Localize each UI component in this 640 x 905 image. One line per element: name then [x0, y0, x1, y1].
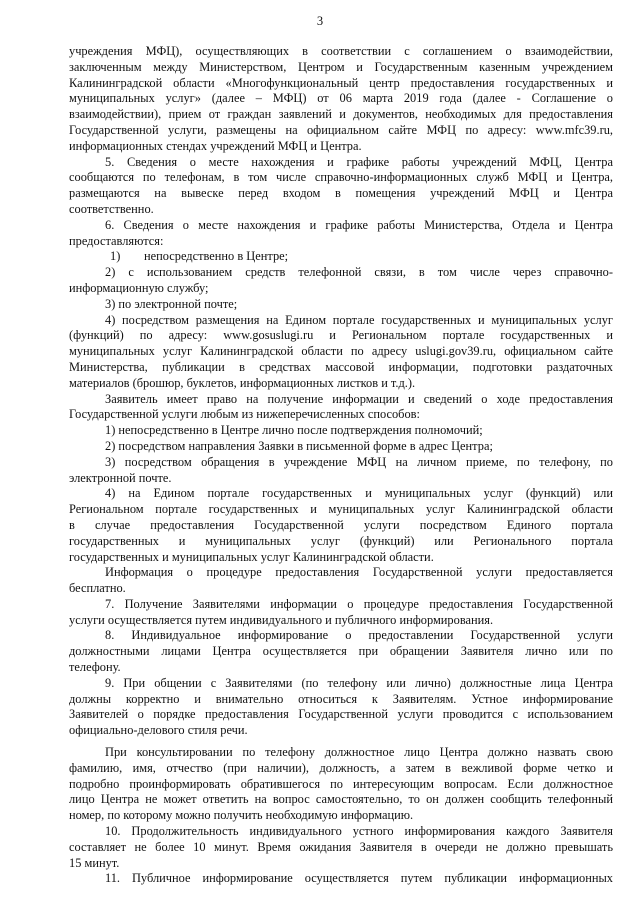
list-number: 1) — [110, 249, 121, 264]
text-line: 6. Сведения о месте нахождения и графике работы Министерства, Отдела и Центра — [105, 217, 613, 232]
text-line: Калининградской области «Многофункциональный центр предоставления государственных и — [69, 75, 613, 90]
text-line: подробно проинформировать обратившегося по интересующим вопросам. Если должностное — [69, 776, 613, 791]
text-line: должны корректно и внимательно относиться к Заявителям. Устное информирование — [69, 691, 613, 706]
text-line: электронной почте. — [69, 470, 172, 485]
page-number: 3 — [316, 14, 324, 28]
text-line: Министерства, публикации в средствах массовой информации, подготовки раздаточных — [69, 359, 613, 374]
text-line: государственных и муниципальных услуг (функций) или Регионального портала — [69, 533, 613, 548]
text-line: услуги осуществляется путем индивидуального и публичного информирования. — [69, 612, 494, 627]
list-item — [69, 249, 613, 265]
text-line: 4) посредством размещения на Едином портале государственных и муниципальных услуг — [105, 312, 613, 327]
text-line: 9. При общении с Заявителями (по телефону или лично) должностные лица Центра — [105, 675, 613, 690]
text-line: Государственной услуги любым из нижеперечисленных способов: — [69, 407, 420, 422]
text-line: взаимодействии), прием от граждан заявлений и документов, необходимых для предоставления — [69, 107, 613, 122]
document-body — [69, 44, 613, 887]
text-line: телефону. — [69, 660, 121, 675]
text-line: в случае предоставления Государственной услуги посредством Единого портала — [69, 517, 613, 532]
text-line: государственных и муниципальных услуг Калининградской области. — [69, 549, 434, 564]
text-line: номер, по которому можно получить необходимую информацию. — [69, 808, 414, 823]
text-line: (функций) по адресу: www.gosuslugi.ru и Региональном портале государственных и — [69, 328, 613, 343]
text-line: 3) по электронной почте; — [105, 296, 238, 311]
text-line: 8. Индивидуальное информирование о предоставлении Государственной услуги — [105, 628, 613, 643]
text-line: 2) с использованием средств телефонной связи, в том числе через справочно- — [105, 265, 613, 280]
text-line: 3) посредством обращения в учреждение МФЦ на личном приеме, по телефону, по — [105, 454, 613, 469]
text-line: 11. Публичное информирование осуществляется путем публикации информационных — [105, 871, 613, 886]
text-line: официально-делового стиля речи. — [69, 723, 248, 738]
text-line: Заявителей о порядке предоставления Государственной услуги проводится с использованием — [69, 707, 613, 722]
text-line: соответственно. — [69, 201, 154, 216]
text-line: должностными лицами Центра осуществляется при обращении Заявителя лично или по — [69, 644, 613, 659]
text-line: бесплатно. — [69, 581, 126, 596]
text-line: Региональном портале государственных и муниципальных услуг Калининградской области — [69, 502, 613, 517]
paragraph-free-of-charge — [69, 565, 613, 597]
paragraph-5 — [69, 155, 613, 218]
list-item-text: непосредственно в Центре; — [144, 249, 289, 264]
text-line: информационную службу; — [69, 280, 209, 295]
text-line: 1) непосредственно в Центре лично после подтверждения полномочий; — [105, 423, 483, 438]
text-line: муниципальных услуг» (далее – МФЦ) от 06 марта 2019 года (далее - Соглашение о — [69, 91, 613, 106]
text-line: муниципальных услуг Калининградской области по адресу uslugi.gov39.ru, официальном сайте — [69, 344, 613, 359]
paragraph-mfc-agreement — [69, 44, 613, 155]
text-line: заключенным между Министерством, Центром и Государственным казенным учреждением — [69, 59, 613, 74]
paragraph-phone-consulting — [69, 745, 613, 824]
paragraph-6 — [69, 218, 613, 392]
text-line: фамилию, имя, отчество (при наличии), должность, а затем в вежливой форме четко и — [69, 760, 613, 775]
text-line: составляет не более 10 минут. Время ожидания Заявителя в очереди не должно превышать — [69, 839, 613, 854]
text-line: 10. Продолжительность индивидуального устного информирования каждого Заявителя — [105, 824, 613, 839]
text-line: учреждения МФЦ), осуществляющих в соответствии с соглашением о взаимодействии, — [69, 44, 613, 58]
text-line: информационных стендах учреждений МФЦ и Центра. — [69, 138, 362, 153]
text-line: Информация о процедуре предоставления Государственной услуги предоставляется — [105, 565, 613, 580]
text-line: 15 минут. — [69, 855, 120, 870]
text-line: сообщаются по телефонам, в том числе справочно-информационных служб МФЦ и Центра, — [69, 170, 613, 185]
text-line: 5. Сведения о месте нахождения и графике работы учреждений МФЦ, Центра — [105, 154, 613, 169]
paragraph-9 — [69, 676, 613, 739]
paragraph-11 — [69, 871, 613, 887]
text-line: 2) посредством направления Заявки в письменной форме в адрес Центра; — [105, 438, 493, 453]
paragraph-applicant-rights — [69, 392, 613, 566]
text-line: 7. Получение Заявителями информации о процедуре предоставления Государственной — [105, 596, 613, 611]
text-line: Государственной услуги, размещены на официальном сайте МФЦ по адресу: www.mfc39.ru, — [69, 122, 613, 137]
text-line: При консультировании по телефону должностное лицо Центра должно назвать свою — [105, 745, 613, 760]
paragraph-7 — [69, 597, 613, 629]
paragraph-10 — [69, 824, 613, 871]
paragraph-8 — [69, 628, 613, 675]
text-line: материалов (брошюр, буклетов, информационных листков и т.д.). — [69, 375, 416, 390]
text-line: Заявитель имеет право на получение информации и сведений о ходе предоставления — [105, 391, 613, 406]
text-line: предоставляются: — [69, 233, 164, 248]
text-line: лицо Центра не может ответить на вопрос самостоятельно, то он должен сообщить телефонный — [69, 792, 613, 807]
text-line: 4) на Едином портале государственных и муниципальных услуг (функций) или — [105, 486, 613, 501]
text-line: размещаются на вывеске перед входом в помещения учреждений МФЦ и Центра — [69, 186, 613, 201]
